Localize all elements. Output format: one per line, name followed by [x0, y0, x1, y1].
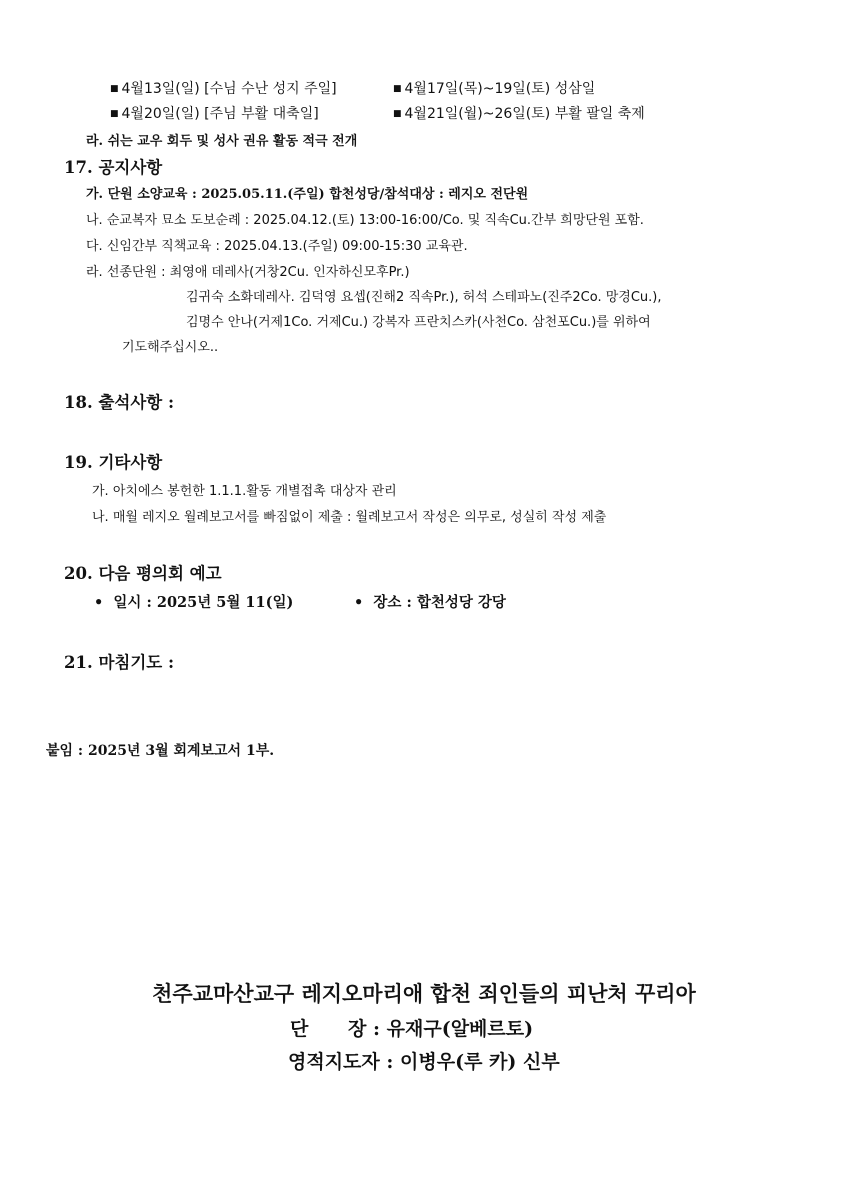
bullet-icon: •	[94, 594, 104, 611]
meeting-place: • 장소 : 합천성당 강당	[354, 594, 506, 611]
bullet-icon: •	[354, 594, 364, 611]
section-heading: 21. 마침기도 :	[64, 653, 175, 672]
section-heading: 20. 다음 평의회 예고	[64, 564, 222, 583]
list-item: 나. 순교복자 묘소 도보순례 : 2025.04.12.(토) 13:00-16:00/Co. 및 직속Cu.간부 희망단원 포함.	[86, 213, 644, 228]
list-item-continuation: 기도해주십시오..	[122, 340, 219, 355]
bullet-icon: ■	[110, 109, 119, 119]
schedule-item: ■ 4월13일(일) [수님 수난 성지 주일]	[110, 81, 337, 97]
section-heading: 18. 출석사항 :	[64, 393, 175, 412]
list-item: 라. 선종단원 : 최영애 데레사(거창2Cu. 인자하신모후Pr.)	[86, 265, 410, 280]
schedule-item: ■ 4월20일(일) [주님 부활 대축일]	[110, 106, 319, 122]
list-item: 라. 쉬는 교우 회두 및 성사 권유 활동 적극 전개	[86, 134, 358, 149]
list-item-continuation: 김명수 안나(거제1Co. 거제Cu.) 강복자 프란치스카(사천Co. 삼천포Cu.)를 위하여	[186, 315, 651, 330]
section-heading: 17. 공지사항	[64, 158, 163, 177]
section-heading: 19. 기타사항	[64, 453, 163, 472]
schedule-item: ■ 4월21일(월)~26일(토) 부활 팔일 축제	[393, 106, 645, 122]
meeting-date: • 일시 : 2025년 5월 11(일)	[94, 594, 294, 611]
schedule-item: ■ 4월17일(목)~19일(토) 성삼일	[393, 81, 596, 97]
director-signature: 영적지도자 : 이병우(루 카) 신부	[288, 1051, 560, 1073]
leader-signature: 단 장 : 유재구(알베르토)	[290, 1018, 534, 1040]
bullet-icon: ■	[110, 84, 119, 94]
list-item: 다. 신임간부 직책교육 : 2025.04.13.(주일) 09:00-15:30 교육관.	[86, 239, 468, 254]
attachment-note: 붙임 : 2025년 3월 회계보고서 1부.	[46, 743, 275, 759]
list-item: 나. 매월 레지오 월례보고서를 빠짐없이 제출 : 월례보고서 작성은 의무로, 성실히 작성 제출	[92, 510, 607, 525]
list-item-continuation: 김귀숙 소화데레사. 김덕영 요셉(진해2 직속Pr.), 허석 스테파노(진주2Co. 망경Cu.),	[186, 290, 662, 305]
bullet-icon: ■	[393, 109, 402, 119]
list-item: 가. 아치에스 봉헌한 1.1.1.활동 개별접촉 대상자 관리	[92, 484, 397, 499]
bullet-icon: ■	[393, 84, 402, 94]
list-item: 가. 단원 소양교육 : 2025.05.11.(주일) 합천성당/참석대상 : 레지오 전단원	[86, 187, 529, 202]
organization-name: 천주교마산교구 레지오마리애 합천 죄인들의 피난처 꾸리아	[152, 981, 696, 1006]
